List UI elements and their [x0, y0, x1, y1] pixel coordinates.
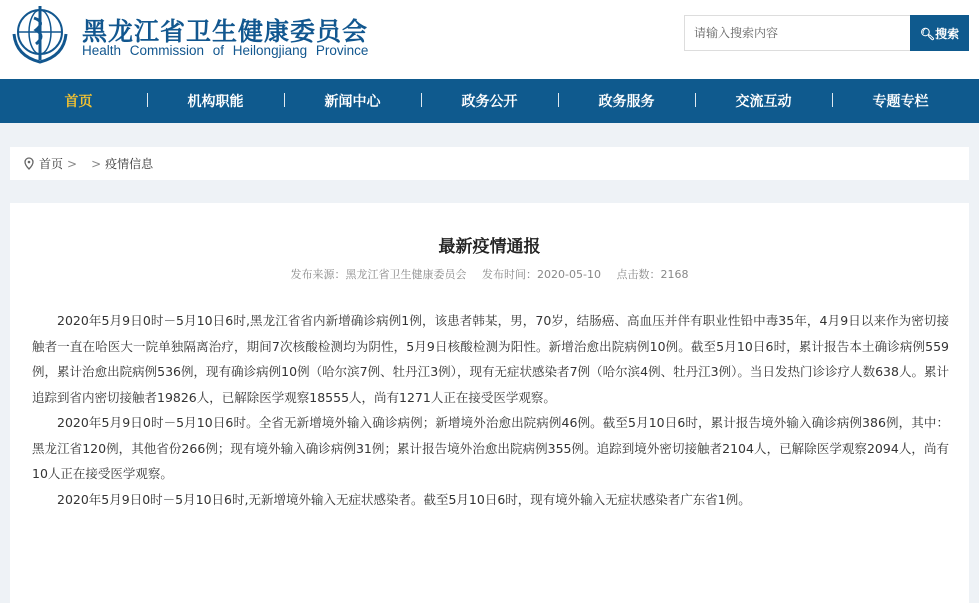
- article-title: 最新疫情通报: [438, 237, 541, 257]
- nav-news[interactable]: 新闻中心: [284, 91, 421, 111]
- who-emblem-logo[interactable]: [8, 4, 72, 66]
- article-date: 发布时间：2020-05-10: [482, 268, 601, 281]
- main-nav: [0, 79, 979, 123]
- nav-topics[interactable]: 专题专栏: [832, 91, 969, 111]
- breadcrumb-separator: >: [91, 156, 102, 171]
- article-clicks: 点击数：2168: [616, 268, 689, 281]
- site-title: 黑龙江省卫生健康委员会: [82, 17, 369, 46]
- search-box: [684, 15, 969, 51]
- nav-interaction[interactable]: 交流互动: [695, 91, 832, 111]
- article-paragraph: 2020年5月9日0时－5月10日6时。全省无新增境外输入确诊病例；新增境外治愈出院病例46例。截至5月10日6时，累计报告境外输入确诊病例386例，其中：黑龙江省120例，其他省份266例；现有境外输入确诊病例31例；累计报告境外治愈出院病例355例。追踪到境外密切接触者2104人，已解除医学观察2094人，尚有10人正在接受医学观察。: [32, 415, 949, 481]
- breadcrumb-home[interactable]: 首页: [39, 157, 64, 171]
- article-body: [10, 308, 969, 512]
- breadcrumb: [10, 147, 969, 180]
- article: [10, 203, 969, 603]
- search-input[interactable]: [684, 15, 910, 51]
- breadcrumb-separator: >: [67, 156, 78, 171]
- search-button[interactable]: 🔍︎搜索: [910, 15, 969, 51]
- nav-home[interactable]: 首页: [64, 94, 93, 110]
- location-pin-icon: [24, 157, 34, 170]
- nav-government-affairs[interactable]: 政务公开: [421, 91, 558, 111]
- article-paragraph: 2020年5月9日0时－5月10日6时,黑龙江省省内新增确诊病例1例，该患者韩某，男，70岁，结肠癌、高血压并伴有职业性铅中毒35年，4月9日以来作为密切接触者一直在哈医大一院单独隔离治疗，期间7次核酸检测均为阴性，5月9日核酸检测为阳性。新增治愈出院病例10例。截至5月10日6时，累计报告本土确诊病例559例，累计治愈出院病例536例，现有确诊病例10例（哈尔滨7例、牡丹江3例），现有无症状感染者7例（哈尔滨4例、牡丹江3例）。当日发热门诊诊疗人数638人。累计追踪到省内密切接触者19826人，已解除医学观察18555人，尚有1271人正在接受医学观察。: [32, 313, 949, 405]
- breadcrumb-current[interactable]: 疫情信息: [105, 157, 154, 171]
- article-meta: [10, 266, 969, 282]
- article-source: 发布来源：黑龙江省卫生健康委员会: [290, 268, 467, 281]
- nav-organization[interactable]: 机构职能: [147, 91, 284, 111]
- nav-services[interactable]: 政务服务: [558, 91, 695, 111]
- site-subtitle: Health Commission of Heilongjiang Province: [82, 43, 369, 58]
- search-icon: 🔍︎: [919, 26, 936, 41]
- article-paragraph: 2020年5月9日0时－5月10日6时,无新增境外输入无症状感染者。截至5月10日6时，现有境外输入无症状感染者广东省1例。: [57, 491, 751, 507]
- site-header: [0, 0, 979, 79]
